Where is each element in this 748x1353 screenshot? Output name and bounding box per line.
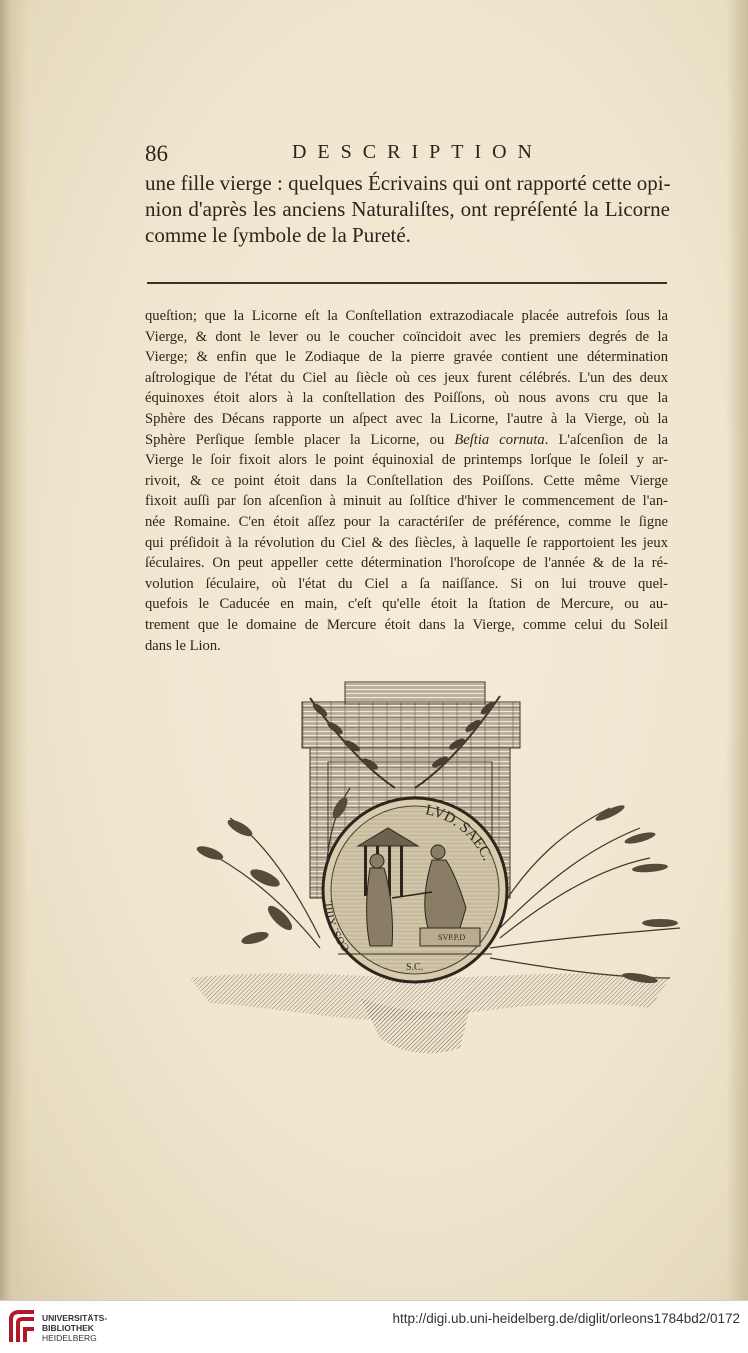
text-line: quefois le Caducée en main, c'eſt qu'elle étoit la ſtation de Mercure, ou au- [145, 596, 668, 613]
medal-exergue: S.C. [406, 962, 424, 973]
page-number: 86 [145, 141, 168, 166]
text-line: Sphère Perſique ſemble placer la Licorne, ou Beſtia cornuta. L'aſcenſion de la [145, 431, 668, 448]
text-line: volution ſéculaire, où l'état du Ciel a ſa naiſſance. Si on lui trouve quel- [145, 575, 668, 592]
page-edge-shadow-left [0, 0, 28, 1300]
text-line: fixoit auſſi par ſon aſcenſion à minuit au ſolſtice d'hiver le commencement de l'an- [145, 493, 668, 510]
text-line: dans le Lion. [145, 637, 221, 654]
text-line: trement que le domaine de Mercure étoit dans la Vierge, comme celui du Soleil [145, 616, 668, 633]
horizontal-rule [147, 282, 667, 284]
text-line: Vierge le ſoir fixoit alors le point équinoxial de printemps lorſque le ſoleil y ar- [145, 452, 668, 469]
text-line: Vierge, & dont le lever ou le coucher coïncidoit avec les premiers degrés de la [145, 328, 668, 345]
text-line: comme le ſymbole de la Pureté. [145, 223, 411, 247]
text-line: queſtion; que la Licorne eſt la Conſtellation extrazodiacale placée autrefois ſous la [145, 308, 668, 324]
engraved-vignette [170, 678, 690, 1058]
page-edge-shadow-right [726, 0, 748, 1300]
library-name-line: HEIDELBERG [42, 1333, 97, 1343]
permalink-url[interactable]: http://digi.ub.uni-heidelberg.de/diglit/orleons1784bd2/0172 [392, 1311, 740, 1326]
library-name [42, 1313, 107, 1343]
page-header [145, 141, 670, 171]
text-line: une fille vierge : quelques Écrivains qui ont rapporté cette opi- [145, 171, 671, 195]
library-name-line: UNIVERSITÄTS- [42, 1313, 108, 1323]
text-line: ſéculaires. On peut appeller cette détermination l'horoſcope de l'année & de la ré- [145, 555, 668, 572]
body-paragraph [145, 306, 668, 656]
university-library-logo-icon[interactable] [8, 1309, 38, 1345]
text-line: née Romaine. C'en étoit aſſez pour la caractériſer de préférence, comme le ſigne [145, 513, 668, 530]
medal-tablet-text: SVP.P.D [438, 933, 466, 942]
text-line: Sphère des Décans rapporte un aſpect avec la Licorne, l'autre à la Vierge, où la [145, 410, 668, 427]
text-line: Vierge; & enfin que le Zodiaque de la pierre gravée contient une détermination [145, 349, 668, 366]
medal-legend-left: COS. XIIII. [322, 899, 353, 954]
medal-legend-right: LVD. SAEC. [424, 802, 496, 864]
running-title: DESCRIPTION [291, 141, 543, 163]
medal [322, 798, 507, 982]
text-line: nion d'après les anciens Naturaliſtes, ont repréſenté la Licorne [145, 197, 670, 221]
library-name-line: BIBLIOTHEK [42, 1323, 94, 1333]
text-line: aſtrologique de l'état du Ciel au ſiècle où ces jeux furent célébrés. L'un des deux [145, 369, 668, 386]
text-line: rivoit, & ce point étoit dans la Conſtellation des Poiſſons. Cette même Vierge [145, 472, 668, 489]
text-line: qui préſidoit à la révolution du Ciel & des ſiècles, à laquelle ſe rapportoient les jeux [145, 534, 668, 551]
library-footer [0, 1300, 748, 1353]
italic-term: Beſtia cornuta [454, 431, 545, 448]
top-paragraph [145, 170, 670, 248]
text-line: équinoxes étoit alors à la conſtellation des Poiſſons, où nous avons cru que la [145, 390, 668, 407]
